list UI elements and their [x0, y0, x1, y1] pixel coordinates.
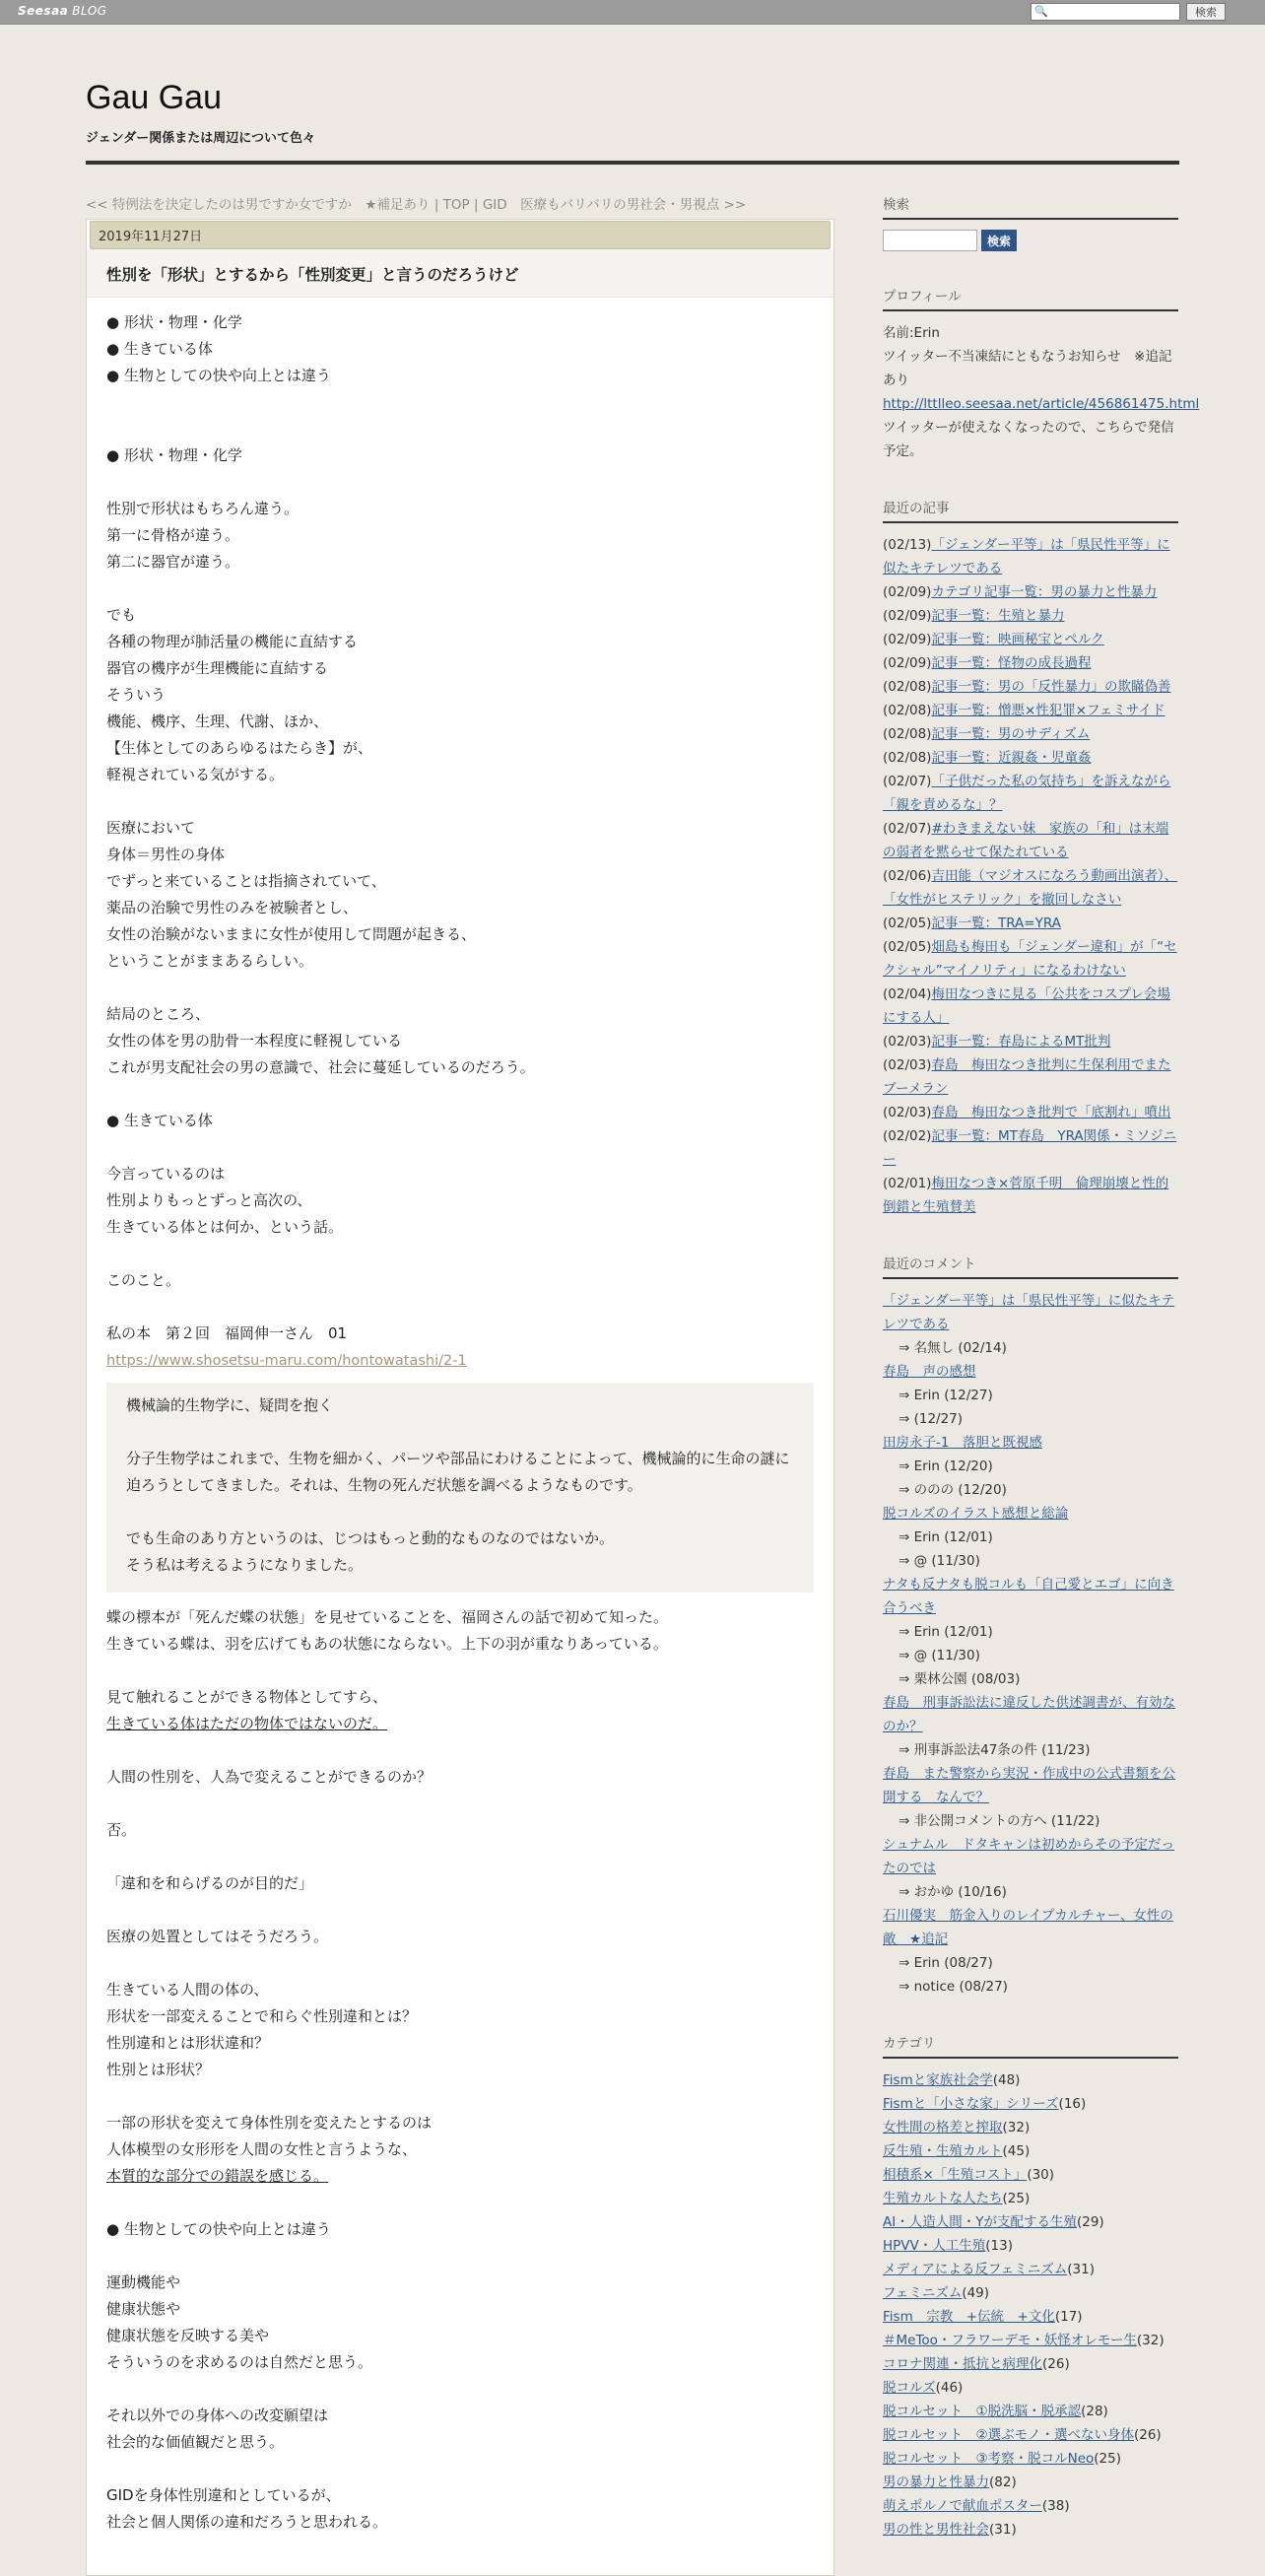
comment-entry[interactable]: ⇒ (12/27) [899, 1411, 964, 1427]
article-line: 一部の形状を変えて身体性別を変えたとするのは [106, 2114, 433, 2132]
category-count: (30) [1027, 2167, 1055, 2183]
recent-article-link[interactable]: #わきまえない妹 家族の「和」は末端の弱者を黙らせて保たれている [883, 821, 1169, 860]
category-count: (28) [1081, 2404, 1108, 2419]
article-line [106, 469, 814, 496]
recent-articles-title: 最近の記事 [883, 497, 1178, 523]
category-link[interactable]: メディアによる反フェミニズム [883, 2262, 1068, 2277]
category-item [883, 2352, 1178, 2376]
recent-article-date: (02/07) [883, 821, 932, 837]
recent-article-date: (02/01) [883, 1176, 932, 1191]
profile-name: 名前:Erin [883, 325, 940, 341]
article-line [106, 576, 814, 602]
search-widget [883, 193, 1178, 251]
recent-article-link[interactable]: 記事一覧：TRA=YRA [931, 915, 1061, 931]
recent-article-date: (02/08) [883, 679, 932, 695]
comment-entry[interactable]: ⇒ 非公開コメントの方へ (11/22) [899, 1813, 1100, 1829]
article-pager [86, 193, 834, 213]
comment-entry[interactable]: ⇒ Erin (12/01) [899, 1529, 993, 1545]
article-line [106, 1791, 814, 1817]
profile-title: プロフィール [883, 285, 1178, 311]
category-item [883, 2376, 1178, 2400]
recent-article-date: (02/13) [883, 537, 932, 553]
recent-article-item [883, 1053, 1178, 1101]
category-link[interactable]: HPVV・人工生殖 [883, 2238, 986, 2254]
category-item [883, 2518, 1178, 2542]
site-header [86, 59, 1179, 146]
recent-article-link[interactable]: 「ジェンダー平等」は「県民性平等」に似たキテレツである [883, 537, 1170, 576]
quote-line: 分子生物学はこれまで、生物を細かく、パーツや部品にわけることによって、機械論的に生命の謎に迫ろうとしてきました。それは、生物の死んだ状態を調べるようなものです。 [126, 1450, 790, 1494]
article-line: 身体＝男性の身体 [106, 846, 226, 863]
recent-article-link[interactable]: 記事一覧：近親姦・児童姦 [931, 750, 1092, 766]
category-item [883, 2163, 1178, 2187]
category-link[interactable]: 生殖カルトな人たち [883, 2191, 1003, 2206]
comment-article-link[interactable]: 春島 刑事訴訟法に違反した供述調書が、有効なのか？ [883, 1695, 1175, 1734]
article-line: 健康状態や [106, 2300, 181, 2318]
logo-sub: BLOG [72, 4, 107, 18]
recent-article-date: (02/05) [883, 915, 932, 931]
comment-article [883, 1691, 1178, 1738]
blockquote [106, 1383, 814, 1593]
article-line: 軽視されている気がする。 [106, 766, 285, 783]
search-icon: 🔍 [1034, 5, 1048, 18]
recent-article-item [883, 580, 1178, 604]
recent-article-item [883, 1124, 1178, 1172]
comment-article [883, 1833, 1178, 1880]
recent-article-link[interactable]: 記事一覧：男のサディズム [931, 726, 1091, 742]
comment-entry[interactable]: ⇒ 栗林公園 (08/03) [899, 1671, 1021, 1687]
recent-article-item [883, 699, 1178, 722]
search-widget-title: 検索 [883, 193, 1178, 220]
category-item [883, 2305, 1178, 2329]
category-link[interactable]: Fismと家族社会学 [883, 2072, 993, 2088]
recent-article-link[interactable]: 吉田能（マジオスになろう動画出演者）、「女性がヒステリック」を撤回しなさい [883, 868, 1178, 908]
recent-article-item [883, 935, 1178, 983]
article-line: このこと。 [106, 1271, 181, 1289]
category-count: (16) [1058, 2096, 1087, 2112]
comment-entry[interactable]: ⇒ 刑事訴訟法47条の件 (11/23) [899, 1742, 1091, 1758]
article-line: ということがままあるらしい。 [106, 952, 314, 970]
category-link[interactable]: フェミニズム [883, 2285, 963, 2301]
recent-article-link[interactable]: 記事一覧：MT春島 YRA関係・ミソジニー [883, 1128, 1177, 1168]
article-line [106, 788, 814, 815]
recent-article-date: (02/08) [883, 750, 932, 766]
category-item [883, 2139, 1178, 2163]
recent-article-item [883, 817, 1178, 864]
comment-entry[interactable]: ⇒ notice (08/27) [899, 1979, 1008, 1995]
recent-article-item [883, 628, 1178, 651]
category-count: (32) [1136, 2333, 1165, 2348]
article-line: ● 形状・物理・化学 [106, 313, 242, 331]
article-line: ● 生物としての快や向上とは違う [106, 367, 331, 384]
category-count: (38) [1041, 2498, 1070, 2514]
article-line [106, 2190, 814, 2216]
comment-article-link[interactable]: 石川優実 筋金入りのレイプカルチャー、女性の敵 ★追記 [883, 1908, 1173, 1947]
article-line: でも [106, 606, 137, 624]
article-line [106, 416, 814, 442]
profile-note: ツイッター不当凍結にともなうお知らせ ※追記あり [883, 349, 1172, 388]
top-search-input[interactable] [1031, 3, 1180, 21]
comment-article-link[interactable]: 田房永子-1 落胆と既視感 [883, 1435, 1042, 1451]
category-item [883, 2471, 1178, 2494]
category-count: (31) [1067, 2262, 1095, 2277]
category-item [883, 2400, 1178, 2423]
article-line: 社会と個人関係の違和だろうと思われる。 [106, 2513, 388, 2531]
article-line: 器官の機序が生理機能に直結する [106, 659, 329, 677]
comment-article [883, 1431, 1178, 1455]
article-line: 形状を一部変えることで和らぐ性別違和とは？ [106, 2007, 418, 2025]
comment-article-link[interactable]: 脱コルズのイラスト感想と総論 [883, 1506, 1069, 1522]
article-line: そういう [106, 686, 166, 704]
category-count: (26) [1042, 2356, 1070, 2372]
site-title[interactable]: Gau Gau [86, 79, 222, 116]
top-search-button[interactable]: 検索 [1186, 3, 1226, 21]
article-line: 性別で形状はもちろん違う。 [106, 500, 300, 517]
categories-widget [883, 2032, 1178, 2542]
recent-article-date: (02/08) [883, 703, 932, 718]
recent-article-link[interactable]: カテゴリ記事一覧：男の暴力と性暴力 [931, 584, 1158, 600]
article-line [106, 389, 814, 416]
category-link[interactable]: 脱コルズ [883, 2380, 936, 2396]
category-link[interactable]: 相積系×「生殖コスト」 [883, 2167, 1028, 2183]
category-link[interactable]: 反生殖・生殖カルト [883, 2143, 1003, 2159]
profile-note2: ツイッターが使えなくなったので、こちらで発信予定。 [883, 420, 1174, 459]
category-count: (46) [935, 2380, 964, 2396]
comment-entry[interactable]: ⇒ @ (11/30) [899, 1553, 980, 1569]
recent-article-item [883, 722, 1178, 746]
article-line: 運動機能や [106, 2273, 181, 2291]
recent-article-date: (02/09) [883, 632, 932, 647]
article-line: ● 形状・物理・化学 [106, 446, 242, 464]
category-count: (49) [962, 2285, 990, 2301]
category-link[interactable]: 脱コルセット ②選ぶモノ・選べない身体 [883, 2427, 1134, 2443]
comment-entry[interactable]: ⇒ Erin (12/20) [899, 1458, 993, 1474]
category-item [883, 2234, 1178, 2258]
category-link[interactable]: ＃MeToo・フラワーデモ・妖怪オレモー生 [883, 2333, 1137, 2348]
article-date: 2019年11月27日 [90, 221, 831, 249]
article [86, 219, 834, 2576]
article-line [106, 975, 814, 1001]
article-line [106, 1241, 814, 1267]
article-line: 医療において [106, 819, 196, 837]
category-count: (25) [1002, 2191, 1031, 2206]
category-count: (17) [1054, 2309, 1083, 2325]
category-item [883, 2329, 1178, 2352]
article-line [106, 2456, 814, 2482]
recent-article-date: (02/07) [883, 774, 932, 789]
article-line: 結局のところ、 [106, 1005, 211, 1023]
article-line [106, 2376, 814, 2403]
article-line [106, 1950, 814, 1977]
category-count: (45) [1002, 2143, 1031, 2159]
comment-article-link[interactable]: シュナムル ドタキャンは初めからその予定だったのでは [883, 1837, 1175, 1876]
recent-comments-widget [883, 1253, 1178, 1999]
article-line: 第二に器官が違う。 [106, 553, 240, 571]
category-count: (26) [1133, 2427, 1162, 2443]
quote-line [126, 1499, 794, 1525]
category-item [883, 2281, 1178, 2305]
comment-entry[interactable]: ⇒ 名無し (02/14) [899, 1340, 1007, 1356]
recent-article-date: (02/08) [883, 726, 932, 742]
recent-article-item [883, 604, 1178, 628]
recent-article-item [883, 770, 1178, 817]
recent-article-link[interactable]: 「子供だった私の気持ち」を訴えながら「親を責めるな」？ [883, 774, 1171, 813]
category-link[interactable]: 男の性と男性社会 [883, 2522, 989, 2538]
article-line: 生きている体はただの物体ではないのだ。 [106, 1715, 388, 1732]
category-item [883, 2092, 1178, 2116]
article-line: そういうのを求めるのは自然だと思う。 [106, 2353, 373, 2371]
recent-article-item [883, 651, 1178, 675]
recent-article-item [883, 533, 1178, 580]
article-line: 蝶の標本が「死んだ蝶の状態」を見せていることを、福岡さんの話で初めて知った。 [106, 1608, 669, 1626]
category-count: (32) [1002, 2120, 1031, 2135]
sidebar-search-input[interactable] [883, 230, 977, 251]
quote-line [126, 1419, 794, 1446]
article-line [106, 1294, 814, 1321]
category-item [883, 2258, 1178, 2281]
article-line: ● 生物としての快や向上とは違う [106, 2220, 331, 2238]
comment-article [883, 1904, 1178, 1951]
recent-article-link[interactable]: 畑島も梅田も「ジェンダー違和」が「“セクシャル”マイノリティ」になるわけない [883, 939, 1177, 979]
category-link[interactable]: コロナ関連・抵抗と病理化 [883, 2356, 1042, 2372]
category-count: (31) [989, 2522, 1017, 2538]
recent-article-link[interactable]: 記事一覧：男の「反性暴力」の欺瞞偽善 [931, 679, 1171, 695]
comment-article-link[interactable]: 春島 また警察から実況・作成中の公式書類を公開する なんで？ [883, 1766, 1175, 1805]
recent-article-link[interactable]: 記事一覧：憎悪×性犯罪×フェミサイド [931, 703, 1165, 718]
article-line: 生きている蝶は、羽を広げてもあの状態にならない。上下の羽が重なりあっている。 [106, 1635, 668, 1653]
category-item [883, 2447, 1178, 2471]
article-line: ● 生きている体 [106, 1112, 213, 1129]
seesaa-logo[interactable] [18, 4, 107, 18]
comment-entry[interactable]: ⇒ ののの (12/20) [899, 1482, 1007, 1498]
top-link[interactable]: TOP [442, 197, 470, 213]
article-line: 性別よりもっとずっと高次の、 [106, 1191, 312, 1209]
source-link[interactable]: https://www.shosetsu-maru.com/hontowatashi/2-1 [106, 1353, 467, 1369]
article-line: 生きている体とは何か、という話。 [106, 1218, 344, 1236]
comment-article [883, 1762, 1178, 1809]
article-body [87, 298, 833, 2575]
comment-article [883, 1360, 1178, 1384]
category-link[interactable]: 男の暴力と性暴力 [883, 2474, 989, 2490]
article-line [106, 1081, 814, 1108]
article-line: 今言っているのは [106, 1165, 226, 1183]
article-line: 人間の性別を、人為で変えることができるのか？ [106, 1768, 433, 1786]
article-line [106, 2243, 814, 2270]
comment-entry[interactable]: ⇒ @ (11/30) [899, 1648, 980, 1663]
article-line [106, 1844, 814, 1870]
comment-entry[interactable]: ⇒ Erin (08/27) [899, 1955, 993, 1971]
header-divider [86, 161, 1179, 165]
article-line: 見て触れることができる物体としてすら、 [106, 1688, 388, 1706]
quote-line: でも生命のあり方というのは、じつはもっと動的なものなのではないか。 [126, 1529, 615, 1547]
next-article-link[interactable]: GID 医療もバリバリの男社会・男視点 >> [482, 197, 747, 213]
article-line: 生きている人間の体の、 [106, 1981, 269, 1999]
category-count: (82) [989, 2474, 1017, 2490]
article-line: 女性の体を男の肋骨一本程度に軽視している [106, 1032, 403, 1050]
category-link[interactable]: 女性間の格差と搾取 [883, 2120, 1003, 2135]
category-item [883, 2187, 1178, 2210]
article-line [106, 1658, 814, 1684]
category-link[interactable]: AI・人造人間・Yが支配する生殖 [883, 2214, 1077, 2230]
category-item [883, 2494, 1178, 2518]
recent-article-link[interactable]: 梅田なつきに見る「公共をコスプレ会場にする人」 [883, 986, 1170, 1026]
article-line: 【生体としてのあらゆるはたらき】が、 [106, 739, 373, 757]
recent-articles-widget [883, 497, 1178, 1219]
sidebar [883, 193, 1200, 2575]
recent-article-item [883, 864, 1178, 912]
recent-article-link[interactable]: 記事一覧：春島によるMT批判 [931, 1034, 1111, 1050]
category-item [883, 2116, 1178, 2139]
comment-article [883, 1289, 1178, 1336]
recent-article-date: (02/09) [883, 655, 932, 671]
recent-article-item [883, 983, 1178, 1030]
recent-article-link[interactable]: 記事一覧：怪物の成長過程 [931, 655, 1092, 671]
article-line: これが男支配社会の男の意識で、社会に蔓延しているのだろう。 [106, 1058, 535, 1076]
article-line: 健康状態を反映する美や [106, 2327, 270, 2344]
category-count: (29) [1076, 2214, 1104, 2230]
article-line: 本質的な部分での錯誤を感じる。 [106, 2167, 329, 2185]
article-line: 各種の物理が肺活量の機能に直結する [106, 633, 359, 650]
article-line: ● 生きている体 [106, 340, 213, 358]
category-link[interactable]: 脱コルセット ③考察・脱コルNeo [883, 2451, 1095, 2467]
recent-article-item [883, 1101, 1178, 1124]
comment-article [883, 1502, 1178, 1525]
article-line: でずっと来ていることは指摘されていて、 [106, 872, 386, 890]
article-line: 性別違和とは形状違和？ [106, 2034, 270, 2052]
pager-separator: | [469, 197, 483, 213]
comment-article [883, 1573, 1178, 1620]
recent-article-date: (02/03) [883, 1057, 932, 1073]
article-line [106, 1897, 814, 1924]
profile-link[interactable]: http://lttlleo.seesaa.net/article/456861475.html [883, 396, 1200, 412]
recent-article-item [883, 1030, 1178, 1053]
category-item [883, 2423, 1178, 2447]
quote-line: そう私は考えるようになりました。 [126, 1556, 364, 1574]
main-column [86, 193, 834, 2576]
comment-entry[interactable]: ⇒ Erin (12/01) [899, 1624, 993, 1640]
article-line: 薬品の治験で男性のみを被験者とし、 [106, 899, 359, 916]
category-link[interactable]: Fism 宗教 +伝統 +文化 [883, 2309, 1055, 2325]
recent-article-date: (02/03) [883, 1034, 932, 1050]
article-line: 「違和を和らげるのが目的だ」 [106, 1874, 314, 1892]
category-count: (13) [985, 2238, 1013, 2254]
article-line [106, 2083, 814, 2110]
prev-article-link[interactable]: << 特例法を決定したのは男ですか女ですか ★補足あり [86, 197, 431, 213]
article-line [106, 1737, 814, 1764]
recent-article-date: (02/03) [883, 1105, 932, 1120]
recent-article-date: (02/04) [883, 986, 932, 1002]
comment-entry[interactable]: ⇒ おかゆ (10/16) [899, 1884, 1007, 1900]
recent-article-item [883, 1172, 1178, 1219]
logo-main: Seesaa [18, 4, 69, 18]
profile-widget [883, 285, 1200, 463]
comment-article-link[interactable]: ナタも反ナタも脱コルも「自己愛とエゴ」に向き合うべき [883, 1577, 1174, 1616]
category-count: (48) [992, 2072, 1021, 2088]
recent-article-link[interactable]: 梅田なつき×菅原千明 倫理崩壊と性的倒錯と生殖賛美 [883, 1176, 1169, 1215]
article-line: 第一に骨格が違う。 [106, 526, 240, 544]
pager-separator: | [430, 197, 443, 213]
category-item [883, 2210, 1178, 2234]
comment-entry[interactable]: ⇒ Erin (12/27) [899, 1388, 993, 1403]
recent-article-item [883, 675, 1178, 699]
recent-article-date: (02/06) [883, 868, 932, 884]
article-line: 人体模型の女形形を人間の女性と言うような、 [106, 2140, 418, 2158]
recent-article-link[interactable]: 春島 梅田なつき批判に生保利用でまたブーメラン [883, 1057, 1171, 1097]
recent-comments-title: 最近のコメント [883, 1253, 1178, 1279]
recent-article-date: (02/09) [883, 584, 932, 600]
comment-article-link[interactable]: 「ジェンダー平等」は「県民性平等」に似たキテレツである [883, 1293, 1175, 1332]
recent-article-date: (02/09) [883, 608, 932, 624]
article-line: 否。 [106, 1821, 137, 1839]
recent-article-item [883, 746, 1178, 770]
article-line [106, 1134, 814, 1161]
recent-article-item [883, 912, 1178, 935]
article-title: 性別を「形状」とするから「性別変更」と言うのだろうけど [87, 249, 833, 298]
quote-line: 機械論的生物学に、疑問を抱く [126, 1396, 334, 1414]
sidebar-search-button[interactable]: 検索 [981, 230, 1017, 251]
recent-article-link[interactable]: 記事一覧：生殖と暴力 [931, 608, 1065, 624]
top-search [1031, 3, 1226, 21]
top-bar [0, 0, 1265, 25]
article-line: 機能、機序、生理、代謝、ほか、 [106, 712, 329, 730]
article-line: 医療の処置としてはそうだろう。 [106, 1928, 329, 1945]
category-link[interactable]: 萌えポルノで献血ポスター [883, 2498, 1042, 2514]
category-link[interactable]: Fismと「小さな家」シリーズ [883, 2096, 1059, 2112]
category-item [883, 2068, 1178, 2092]
article-line: 私の本 第２回 福岡伸一さん 01 [106, 1324, 348, 1342]
recent-article-link[interactable]: 記事一覧：映画秘宝とペルク [931, 632, 1104, 647]
comment-article-link[interactable]: 春島 声の感想 [883, 1364, 976, 1380]
site-description: ジェンダー関係または周辺について色々 [86, 131, 315, 146]
article-line: 性別とは形状？ [106, 2061, 211, 2078]
article-line: GIDを身体性別違和としているが、 [106, 2486, 341, 2504]
category-count: (25) [1094, 2451, 1121, 2467]
recent-article-date: (02/02) [883, 1128, 932, 1144]
recent-article-date: (02/05) [883, 939, 932, 955]
categories-title: カテゴリ [883, 2032, 1178, 2059]
recent-article-link[interactable]: 春島 梅田なつき批判で「底割れ」噴出 [931, 1105, 1171, 1120]
category-link[interactable]: 脱コルセット ①脱洗脳・脱承認 [883, 2404, 1082, 2419]
article-line: それ以外での身体への改変願望は [106, 2407, 329, 2424]
article-line: 社会的な価値観だと思う。 [106, 2433, 285, 2451]
article-line: 女性の治験がないままに女性が使用して問題が起きる、 [106, 925, 477, 943]
